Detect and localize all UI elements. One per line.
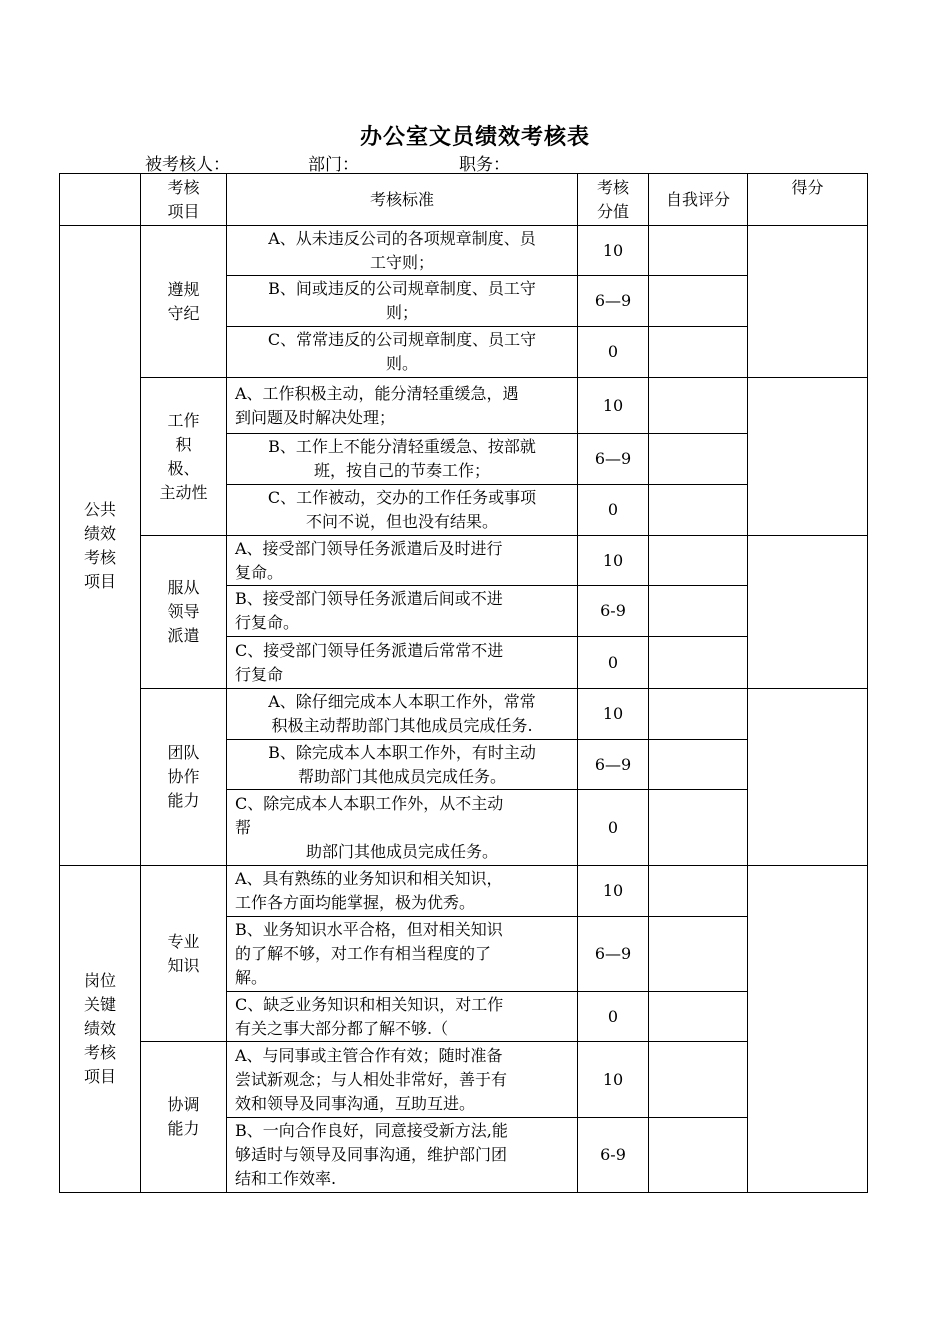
position-label: 职务：: [459, 155, 510, 175]
item-label-line: 领导: [167, 602, 200, 621]
criteria-line: 够适时与领导及同事沟通，维护部门团: [235, 1145, 508, 1164]
item-label-line: 能力: [167, 791, 200, 810]
criteria-line: A、具有熟练的业务知识和相关知识，: [235, 869, 503, 888]
header-row: [60, 174, 868, 226]
group-label-line: 项目: [83, 571, 116, 591]
score-value: 10: [578, 1042, 649, 1118]
criteria-line: 工作各方面均能掌握，极为优秀。: [235, 893, 476, 912]
group-label: [60, 226, 141, 866]
group-label-line: 项目: [83, 1067, 116, 1086]
item-label-line: 主动性: [159, 482, 208, 502]
criteria-row: [60, 226, 868, 276]
score-cell[interactable]: [748, 866, 868, 1193]
group-label-line: 考核: [83, 1043, 116, 1062]
self-rating-cell[interactable]: [649, 992, 748, 1042]
score-value: 6-9: [578, 586, 649, 637]
criteria-line: 帮: [235, 817, 252, 837]
self-rating-cell[interactable]: [649, 536, 748, 586]
header-item-line: 考核: [167, 177, 200, 197]
score-value: 6-9: [578, 1118, 649, 1193]
self-rating-cell[interactable]: [649, 378, 748, 434]
criteria-text: [227, 637, 578, 689]
self-rating-cell[interactable]: [649, 226, 748, 276]
score-value: 6—9: [578, 434, 649, 485]
criteria-line: B、除完成本人本职工作外，有时主动: [268, 742, 536, 762]
self-rating-cell[interactable]: [649, 637, 748, 689]
criteria-text: [227, 1118, 578, 1193]
criteria-line: B、工作上不能分清轻重缓急、按部就: [268, 437, 536, 456]
item-label: [141, 866, 227, 1042]
self-rating-cell[interactable]: [649, 917, 748, 992]
criteria-text: [227, 327, 578, 378]
criteria-line: 则；: [385, 303, 418, 322]
criteria-line: 不问不说，但也没有结果。: [305, 512, 498, 531]
self-rating-cell[interactable]: [649, 689, 748, 740]
criteria-line: 助部门其他成员完成任务。: [305, 841, 498, 861]
criteria-text: [227, 866, 578, 917]
criteria-text: [227, 536, 578, 586]
group-label-line: 关键: [83, 995, 116, 1014]
score-value: 6—9: [578, 740, 649, 790]
criteria-line: B、间或违反的公司规章制度、员工守: [268, 279, 536, 298]
evaluation-table: [59, 173, 868, 1193]
examinee-label: 被考核人：: [145, 155, 230, 175]
score-value: 10: [578, 378, 649, 434]
header-score: 得分: [748, 174, 868, 226]
criteria-line: C、工作被动，交办的工作任务或事项: [267, 488, 537, 507]
criteria-line: 班，按自己的节奏工作；: [313, 461, 490, 480]
score-cell[interactable]: [748, 378, 868, 536]
score-cell[interactable]: [748, 689, 868, 866]
score-value: 6—9: [578, 276, 649, 327]
self-rating-cell[interactable]: [649, 866, 748, 917]
item-label-line: 协作: [167, 767, 200, 786]
criteria-text: [227, 1042, 578, 1118]
criteria-text: [227, 485, 578, 536]
self-rating-cell[interactable]: [649, 790, 748, 866]
self-rating-cell[interactable]: [649, 1118, 748, 1193]
criteria-line: C、除完成本人本职工作外，从不主动: [235, 793, 504, 813]
criteria-line: 到问题及时解决处理；: [235, 407, 396, 427]
item-label-line: 守纪: [167, 303, 200, 323]
header-criteria: 考核标准: [227, 174, 578, 226]
group-label-line: 绩效: [83, 523, 116, 543]
criteria-text: [227, 740, 578, 790]
item-label: [141, 536, 227, 689]
criteria-text: [227, 917, 578, 992]
score-value: 0: [578, 327, 649, 378]
criteria-line: 积极主动帮助部门其他成员完成任务.: [271, 716, 533, 735]
item-label-line: 遵规: [167, 279, 200, 299]
self-rating-cell[interactable]: [649, 434, 748, 485]
item-label-line: 积: [175, 434, 192, 454]
criteria-text: [227, 378, 578, 434]
header-item-line: 项目: [167, 201, 200, 221]
criteria-line: 的了解不够，对工作有相当程度的了: [235, 944, 492, 963]
item-label-line: 极、: [167, 458, 200, 478]
criteria-line: A、接受部门领导任务派遣后及时进行: [235, 538, 503, 558]
score-cell[interactable]: [748, 226, 868, 378]
criteria-text: [227, 276, 578, 327]
item-label-line: 协调: [167, 1095, 200, 1114]
criteria-row: [60, 689, 868, 740]
criteria-line: B、业务知识水平合格，但对相关知识: [235, 920, 503, 939]
criteria-line: 有关之事大部分都了解不够.（: [235, 1018, 449, 1038]
criteria-line: 工守则；: [369, 252, 434, 272]
item-label: [141, 226, 227, 378]
criteria-line: B、一向合作良好，同意接受新方法,能: [235, 1121, 508, 1140]
criteria-line: 效和领导及同事沟通，互助互进。: [235, 1093, 476, 1113]
criteria-line: 行复命: [235, 664, 284, 684]
header-score-line: 考核: [596, 177, 629, 197]
criteria-text: [227, 226, 578, 276]
criteria-line: A、工作积极主动，能分清轻重缓急，遇: [235, 383, 519, 403]
score-value: 6—9: [578, 917, 649, 992]
criteria-row: [60, 1042, 868, 1118]
department-label: 部门：: [308, 155, 359, 175]
criteria-line: A、除仔细完成本人本职工作外，常常: [268, 692, 536, 711]
criteria-line: 复命。: [235, 562, 284, 582]
criteria-line: 解。: [235, 968, 268, 987]
criteria-line: C、常常违反的公司规章制度、员工守: [267, 330, 537, 349]
group-label-line: 绩效: [83, 1019, 116, 1038]
group-label-line: 岗位: [83, 971, 116, 990]
item-label-line: 知识: [167, 955, 200, 975]
score-value: 0: [578, 485, 649, 536]
criteria-line: 行复命。: [235, 613, 300, 632]
header-blank-cell: [60, 174, 141, 226]
score-value: 10: [578, 536, 649, 586]
score-cell[interactable]: [748, 536, 868, 689]
score-value: 10: [578, 226, 649, 276]
page-title: 办公室文员绩效考核表: [359, 124, 590, 150]
criteria-row: [60, 866, 868, 917]
criteria-line: 帮助部门其他成员完成任务。: [297, 766, 506, 786]
item-label: [141, 378, 227, 536]
self-rating-cell[interactable]: [649, 740, 748, 790]
header-self-rating: 自我评分: [649, 174, 748, 226]
item-label-line: 工作: [167, 410, 200, 430]
self-rating-cell[interactable]: [649, 327, 748, 378]
score-value: 10: [578, 866, 649, 917]
self-rating-cell[interactable]: [649, 1042, 748, 1118]
criteria-text: [227, 689, 578, 740]
score-value: 0: [578, 992, 649, 1042]
criteria-text: [227, 586, 578, 637]
self-rating-cell[interactable]: [649, 586, 748, 637]
criteria-line: C、接受部门领导任务派遣后常常不进: [235, 640, 504, 660]
criteria-text: [227, 434, 578, 485]
group-label: [60, 866, 141, 1193]
item-label: [141, 689, 227, 866]
header-item: [141, 174, 227, 226]
item-label-line: 服从: [167, 578, 200, 597]
criteria-text: [227, 790, 578, 866]
score-value: 0: [578, 637, 649, 689]
criteria-line: 结和工作效率.: [235, 1169, 337, 1188]
item-label-line: 团队: [167, 743, 200, 762]
item-label-line: 能力: [167, 1119, 200, 1138]
item-label-line: 专业: [167, 931, 200, 951]
item-label: [141, 1042, 227, 1193]
criteria-row: [60, 536, 868, 586]
criteria-line: C、缺乏业务知识和相关知识，对工作: [235, 994, 504, 1014]
header-score-line: 分值: [596, 201, 629, 221]
score-value: 10: [578, 689, 649, 740]
group-label-line: 公共: [83, 499, 116, 519]
criteria-line: A、与同事或主管合作有效；随时准备: [235, 1045, 503, 1065]
self-rating-cell[interactable]: [649, 485, 748, 536]
self-rating-cell[interactable]: [649, 276, 748, 327]
group-label-line: 考核: [83, 547, 116, 567]
score-value: 0: [578, 790, 649, 866]
criteria-line: 尝试新观念；与人相处非常好，善于有: [235, 1069, 508, 1089]
header-score-value: [578, 174, 649, 226]
criteria-text: [227, 992, 578, 1042]
criteria-line: 则。: [385, 354, 418, 373]
criteria-line: A、从未违反公司的各项规章制度、员: [268, 228, 536, 248]
criteria-line: B、接受部门领导任务派遣后间或不进: [235, 589, 503, 608]
criteria-row: [60, 378, 868, 434]
item-label-line: 派遣: [167, 626, 200, 645]
